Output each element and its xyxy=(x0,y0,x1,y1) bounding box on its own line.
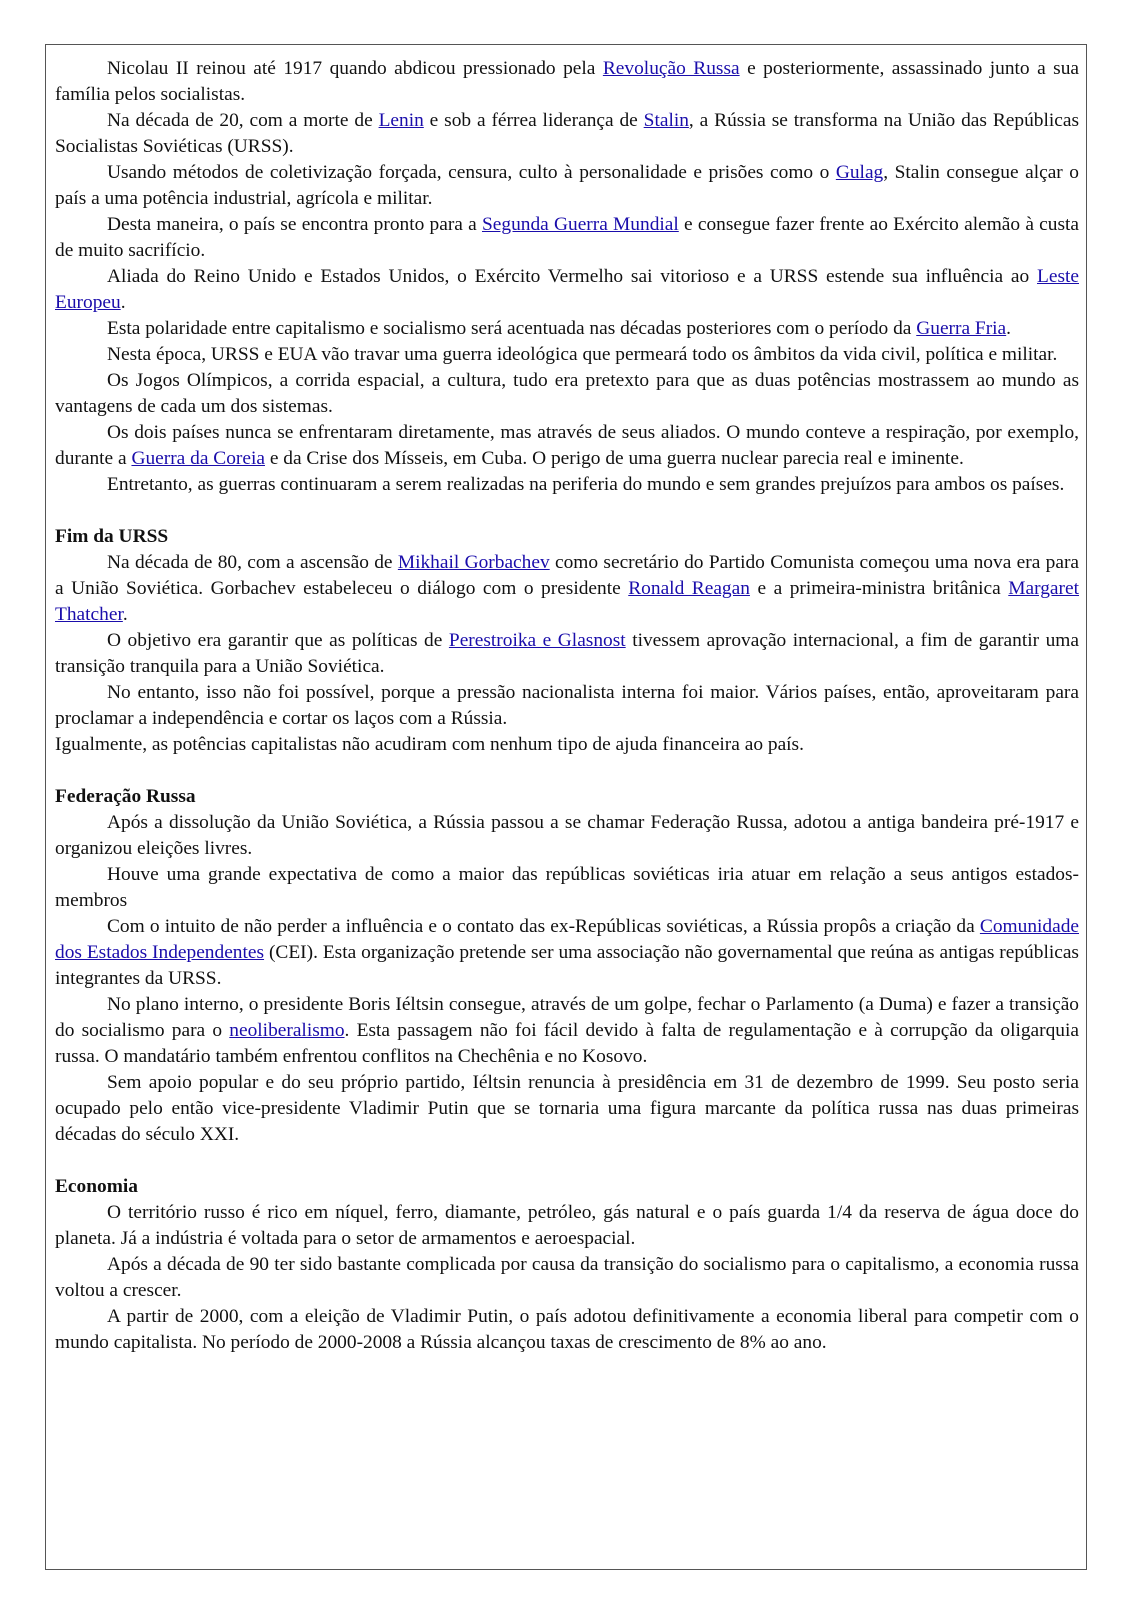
hyperlink[interactable]: Leste Europeu xyxy=(55,266,1079,313)
paragraph xyxy=(55,992,1079,1070)
hyperlink[interactable]: Margaret Thatcher xyxy=(55,578,1079,625)
paragraph xyxy=(55,732,1079,758)
text-run: tivessem aprovação internacional, a fim de garantir uma transição tranquila para a União Soviética. xyxy=(55,630,1079,677)
paragraph xyxy=(55,56,1079,108)
text-run: No entanto, isso não foi possível, porque a pressão nacionalista interna foi maior. Vários países, então, aproveitaram para proclamar a independência e cortar os laços com a Rússia. xyxy=(55,682,1079,729)
paragraph xyxy=(55,160,1079,212)
text-run: Na década de 20, com a morte de xyxy=(107,110,379,131)
text-run: O objetivo era garantir que as políticas de xyxy=(107,630,449,651)
paragraph xyxy=(55,810,1079,862)
text-run: e posteriormente, assassinado junto a sua família pelos socialistas. xyxy=(55,58,1080,105)
section-heading: Federação Russa xyxy=(55,786,196,807)
hyperlink[interactable]: neoliberalismo xyxy=(229,1020,345,1041)
text-run: O território russo é rico em níquel, ferro, diamante, petróleo, gás natural e o país guarda 1/4 da reserva de água doce do planeta. Já a indústria é voltada para o setor de armamentos e aeroespacial. xyxy=(55,1202,1079,1249)
paragraph xyxy=(55,264,1079,316)
text-run: e a primeira-ministra britânica xyxy=(749,578,1009,599)
paragraph xyxy=(55,1252,1079,1304)
paragraph xyxy=(55,368,1079,420)
text-run: , a Rússia se transforma na União das Repúblicas Socialistas Soviéticas (URSS). xyxy=(55,110,1079,157)
text-run: Após a dissolução da União Soviética, a Rússia passou a se chamar Federação Russa, adotou a antiga bandeira pré-1917 e organizou eleições livres. xyxy=(55,812,1079,859)
text-run: Nesta época, URSS e EUA vão travar uma guerra ideológica que permeará todo os âmbitos da vida civil, política e militar. xyxy=(107,344,1058,365)
text-run: como secretário do Partido Comunista começou uma nova era para a União Soviética. Gorbachev estabeleceu o diálogo com o presidente xyxy=(55,552,1080,599)
text-run: Nicolau II reinou até 1917 quando abdicou pressionado pela xyxy=(107,58,603,79)
section-heading: Economia xyxy=(55,1176,138,1197)
text-run: Entretanto, as guerras continuaram a serem realizadas na periferia do mundo e sem grandes prejuízos para ambos os países. xyxy=(107,474,1065,495)
hyperlink[interactable]: Guerra Fria xyxy=(916,318,1007,339)
hyperlink[interactable]: Ronald Reagan xyxy=(628,578,750,599)
text-run: , Stalin consegue alçar o país a uma potência industrial, agrícola e militar. xyxy=(55,162,1079,209)
hyperlink[interactable]: Lenin xyxy=(378,110,424,131)
paragraph xyxy=(55,316,1079,342)
text-run: No plano interno, o presidente Boris Iéltsin consegue, através de um golpe, fechar o Parlamento (a Duma) e fazer a transição do socialismo para o xyxy=(55,994,1079,1041)
text-run: Usando métodos de coletivização forçada, censura, culto à personalidade e prisões como o xyxy=(107,162,836,183)
hyperlink[interactable]: Guerra da Coreia xyxy=(131,448,265,469)
text-run: Os Jogos Olímpicos, a corrida espacial, a cultura, tudo era pretexto para que as duas potências mostrassem ao mundo as vantagens de cada um dos sistemas. xyxy=(55,370,1079,417)
paragraph xyxy=(55,628,1079,680)
hyperlink[interactable]: Revolução Russa xyxy=(602,58,740,79)
paragraph xyxy=(55,1304,1079,1356)
text-run: . Esta passagem não foi fácil devido à falta de regulamentação e à corrupção da oligarquia russa. O mandatário também enfrentou conflitos na Chechênia e no Kosovo. xyxy=(55,1020,1079,1067)
paragraph xyxy=(55,108,1079,160)
text-run: Houve uma grande expectativa de como a maior das repúblicas soviéticas iria atuar em relação a seus antigos estados-membros xyxy=(55,864,1079,911)
text-run: Com o intuito de não perder a influência e o contato das ex-Repúblicas soviéticas, a Rússia propôs a criação da xyxy=(107,916,980,937)
text-run: . xyxy=(122,604,128,625)
hyperlink[interactable]: Gulag xyxy=(835,162,884,183)
section-heading: Fim da URSS xyxy=(55,526,169,547)
text-run: Esta polaridade entre capitalismo e socialismo será acentuada nas décadas posteriores com o período da xyxy=(107,318,917,339)
text-run: Desta maneira, o país se encontra pronto para a xyxy=(107,214,482,235)
text-run: . xyxy=(120,292,126,313)
text-run: . xyxy=(1006,318,1012,339)
paragraph xyxy=(55,212,1079,264)
text-run: e consegue fazer frente ao Exército alemão à custa de muito sacrifício. xyxy=(55,214,1080,261)
hyperlink[interactable]: Mikhail Gorbachev xyxy=(397,552,550,573)
paragraph xyxy=(55,342,1079,368)
text-run: e sob a férrea liderança de xyxy=(423,110,644,131)
paragraph xyxy=(55,550,1079,628)
paragraph xyxy=(55,1070,1079,1148)
hyperlink[interactable]: Stalin xyxy=(643,110,689,131)
text-run: Após a década de 90 ter sido bastante complicada por causa da transição do socialismo para o capitalismo, a economia russa voltou a crescer. xyxy=(55,1254,1079,1301)
paragraph xyxy=(55,472,1079,498)
text-run: A partir de 2000, com a eleição de Vladimir Putin, o país adotou definitivamente a economia liberal para competir com o mundo capitalista. No período de 2000-2008 a Rússia alcançou taxas de crescimento de 8% ao ano. xyxy=(55,1306,1079,1353)
text-run: (CEI). Esta organização pretende ser uma associação não governamental que reúna as antigas repúblicas integrantes da URSS. xyxy=(55,942,1079,989)
hyperlink[interactable]: Segunda Guerra Mundial xyxy=(481,214,679,235)
paragraph xyxy=(55,1200,1079,1252)
hyperlink[interactable]: Comunidade dos Estados Independentes xyxy=(55,916,1079,963)
paragraph xyxy=(55,914,1079,992)
text-run: Os dois países nunca se enfrentaram diretamente, mas através de seus aliados. O mundo conteve a respiração, por exemplo, durante a xyxy=(55,422,1079,469)
paragraph xyxy=(55,862,1079,914)
text-run: Igualmente, as potências capitalistas não acudiram com nenhum tipo de ajuda financeira ao país. xyxy=(55,734,804,755)
paragraph xyxy=(55,680,1079,732)
text-run: Aliada do Reino Unido e Estados Unidos, o Exército Vermelho sai vitorioso e a URSS estende sua influência ao xyxy=(107,266,1037,287)
paragraph xyxy=(55,420,1079,472)
text-run: Sem apoio popular e do seu próprio partido, Iéltsin renuncia à presidência em 31 de dezembro de 1999. Seu posto seria ocupado pelo então vice-presidente Vladimir Putin que se tornaria uma figura marcante da política russa nas duas primeiras décadas do século XXI. xyxy=(55,1072,1079,1145)
document-body xyxy=(55,56,1079,1356)
text-run: e da Crise dos Mísseis, em Cuba. O perigo de uma guerra nuclear parecia real e iminente. xyxy=(264,448,964,469)
hyperlink[interactable]: Perestroika e Glasnost xyxy=(448,630,626,651)
text-run: Na década de 80, com a ascensão de xyxy=(107,552,398,573)
